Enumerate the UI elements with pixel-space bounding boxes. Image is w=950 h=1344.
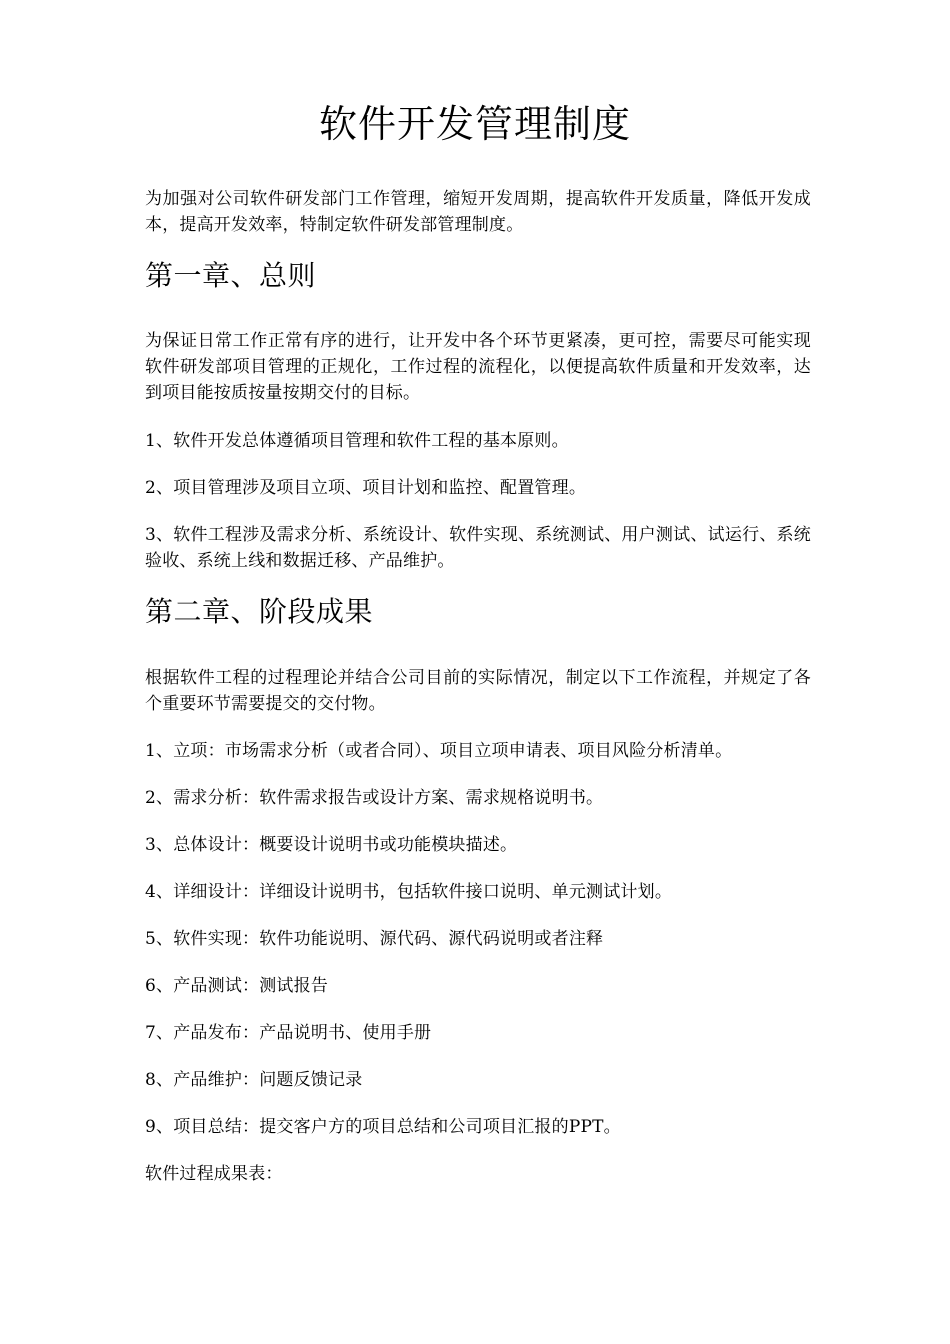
document-title: 软件开发管理制度 [318, 102, 631, 146]
chapter1-item: 3、软件工程涉及需求分析、系统设计、软件实现、系统测试、用户测试、试运行、系统验收、系统上线和数据迁移、产品维护。 [145, 525, 811, 571]
chapter2-paragraph: 根据软件工程的过程理论并结合公司目前的实际情况，制定以下工作流程，并规定了各个重要环节需要提交的交付物。 [145, 668, 811, 714]
chapter2-item: 3、总体设计：概要设计说明书或功能模块描述。 [145, 835, 518, 855]
chapter2-item: 4、详细设计：详细设计说明书，包括软件接口说明、单元测试计划。 [145, 882, 673, 902]
chapter2-item: 8、产品维护：问题反馈记录 [145, 1070, 363, 1090]
chapter2-item: 2、需求分析：软件需求报告或设计方案、需求规格说明书。 [145, 788, 604, 808]
chapter2-item: 5、软件实现：软件功能说明、源代码、源代码说明或者注释 [145, 929, 604, 949]
intro-paragraph: 为加强对公司软件研发部门工作管理，缩短开发周期，提高软件开发质量，降低开发成本，提高开发效率，特制定软件研发部管理制度。 [145, 189, 811, 235]
chapter1-heading: 第一章、总则 [145, 259, 317, 292]
chapter2-heading: 第二章、阶段成果 [145, 595, 374, 628]
chapter2-item: 7、产品发布：产品说明书、使用手册 [145, 1023, 432, 1043]
chapter2-item: 1、立项：市场需求分析（或者合同）、项目立项申请表、项目风险分析清单。 [145, 741, 733, 761]
chapter1-item: 2、项目管理涉及项目立项、项目计划和监控、配置管理。 [145, 478, 587, 498]
chapter2-item: 6、产品测试：测试报告 [145, 976, 329, 996]
chapter1-item: 1、软件开发总体遵循项目管理和软件工程的基本原则。 [145, 431, 569, 451]
table-caption: 软件过程成果表： [145, 1164, 283, 1184]
chapter2-item: 9、项目总结：提交客户方的项目总结和公司项目汇报的PPT。 [145, 1117, 621, 1137]
chapter1-paragraph: 为保证日常工作正常有序的进行，让开发中各个环节更紧凑，更可控，需要尽可能实现软件研发部项目管理的正规化，工作过程的流程化，以便提高软件质量和开发效率，达到项目能按质按量按期交付的目标。 [145, 331, 811, 403]
